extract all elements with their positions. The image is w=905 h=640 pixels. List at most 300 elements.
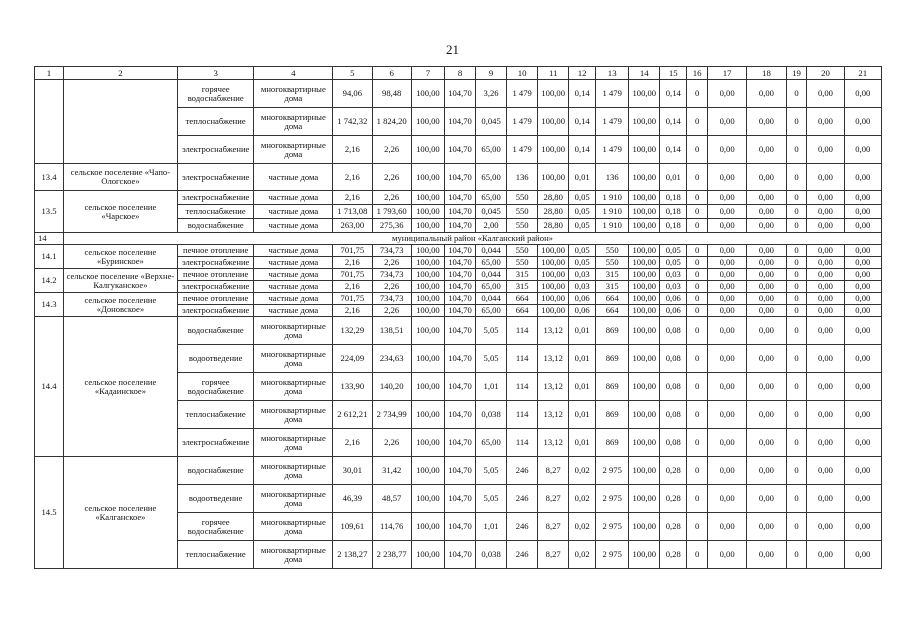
value-cell: 0 bbox=[786, 401, 807, 429]
value-cell: 0 bbox=[687, 108, 708, 136]
value-cell: 0,00 bbox=[707, 401, 746, 429]
value-cell: 0 bbox=[687, 136, 708, 164]
value-cell: 1 742,32 bbox=[333, 108, 372, 136]
column-number-cell: 9 bbox=[476, 67, 507, 80]
housing-type-cell: многоквартирные дома bbox=[254, 80, 333, 108]
value-cell: 0,00 bbox=[807, 457, 844, 485]
value-cell: 0,00 bbox=[844, 293, 881, 305]
value-cell: 275,36 bbox=[372, 219, 411, 233]
value-cell: 100,00 bbox=[411, 293, 444, 305]
value-cell: 2 734,99 bbox=[372, 401, 411, 429]
service-cell: печное отопление bbox=[177, 245, 254, 257]
value-cell: 0,00 bbox=[747, 373, 786, 401]
service-cell: теплоснабжение bbox=[177, 205, 254, 219]
service-cell: печное отопление bbox=[177, 269, 254, 281]
value-cell: 2 238,77 bbox=[372, 541, 411, 569]
value-cell: 0,00 bbox=[807, 305, 844, 317]
column-number-cell: 10 bbox=[507, 67, 538, 80]
item-number-cell: 13.4 bbox=[35, 164, 64, 191]
value-cell: 246 bbox=[507, 485, 538, 513]
housing-type-cell: многоквартирные дома bbox=[254, 401, 333, 429]
value-cell: 2,26 bbox=[372, 136, 411, 164]
value-cell: 100,00 bbox=[411, 345, 444, 373]
settlement-name-cell: сельское поселение «Буринское» bbox=[63, 245, 177, 269]
item-number-cell: 14.2 bbox=[35, 269, 64, 293]
value-cell: 0,00 bbox=[807, 401, 844, 429]
value-cell: 0 bbox=[786, 281, 807, 293]
value-cell: 0 bbox=[687, 80, 708, 108]
value-cell: 0,14 bbox=[569, 108, 596, 136]
value-cell: 550 bbox=[507, 245, 538, 257]
value-cell: 0,00 bbox=[844, 136, 881, 164]
value-cell: 100,00 bbox=[629, 345, 660, 373]
value-cell: 0,00 bbox=[807, 513, 844, 541]
value-cell: 0,00 bbox=[707, 293, 746, 305]
value-cell: 65,00 bbox=[476, 136, 507, 164]
value-cell: 0,00 bbox=[807, 245, 844, 257]
table-row bbox=[35, 191, 882, 205]
value-cell: 0,00 bbox=[707, 373, 746, 401]
value-cell: 104,70 bbox=[444, 429, 475, 457]
value-cell: 1,01 bbox=[476, 373, 507, 401]
value-cell: 0,00 bbox=[747, 317, 786, 345]
value-cell: 5,05 bbox=[476, 457, 507, 485]
value-cell: 0,00 bbox=[747, 485, 786, 513]
value-cell: 0,00 bbox=[747, 80, 786, 108]
value-cell: 104,70 bbox=[444, 281, 475, 293]
value-cell: 100,00 bbox=[411, 108, 444, 136]
value-cell: 100,00 bbox=[411, 485, 444, 513]
value-cell: 104,70 bbox=[444, 513, 475, 541]
value-cell: 2 975 bbox=[596, 513, 629, 541]
value-cell: 1 479 bbox=[596, 136, 629, 164]
value-cell: 0,00 bbox=[707, 485, 746, 513]
column-number-cell: 18 bbox=[747, 67, 786, 80]
service-cell: теплоснабжение bbox=[177, 541, 254, 569]
value-cell: 0,00 bbox=[844, 305, 881, 317]
item-number-cell: 14.3 bbox=[35, 293, 64, 317]
housing-type-cell: многоквартирные дома bbox=[254, 373, 333, 401]
value-cell: 100,00 bbox=[538, 293, 569, 305]
value-cell: 0,01 bbox=[569, 345, 596, 373]
service-cell: электроснабжение bbox=[177, 281, 254, 293]
value-cell: 100,00 bbox=[629, 164, 660, 191]
settlement-name-cell: сельское поселение «Чапо-Ологское» bbox=[63, 164, 177, 191]
value-cell: 2,26 bbox=[372, 257, 411, 269]
value-cell: 8,27 bbox=[538, 485, 569, 513]
value-cell: 869 bbox=[596, 317, 629, 345]
value-cell: 0,05 bbox=[660, 245, 687, 257]
value-cell: 0,00 bbox=[747, 401, 786, 429]
column-number-cell: 7 bbox=[411, 67, 444, 80]
housing-type-cell: частные дома bbox=[254, 245, 333, 257]
value-cell: 263,00 bbox=[333, 219, 372, 233]
value-cell: 1 479 bbox=[507, 108, 538, 136]
value-cell: 0 bbox=[687, 373, 708, 401]
value-cell: 132,29 bbox=[333, 317, 372, 345]
table-row bbox=[35, 245, 882, 257]
value-cell: 31,42 bbox=[372, 457, 411, 485]
value-cell: 0,00 bbox=[707, 245, 746, 257]
value-cell: 0,00 bbox=[807, 205, 844, 219]
value-cell: 0,28 bbox=[660, 457, 687, 485]
value-cell: 0,00 bbox=[707, 281, 746, 293]
value-cell: 2,16 bbox=[333, 191, 372, 205]
value-cell: 0 bbox=[687, 429, 708, 457]
value-cell: 100,00 bbox=[629, 108, 660, 136]
value-cell: 0,00 bbox=[807, 191, 844, 205]
value-cell: 2,16 bbox=[333, 429, 372, 457]
value-cell: 100,00 bbox=[411, 257, 444, 269]
value-cell: 100,00 bbox=[629, 317, 660, 345]
value-cell: 100,00 bbox=[629, 401, 660, 429]
value-cell: 0,00 bbox=[844, 373, 881, 401]
value-cell: 13,12 bbox=[538, 373, 569, 401]
value-cell: 2 975 bbox=[596, 457, 629, 485]
value-cell: 0 bbox=[687, 345, 708, 373]
value-cell: 0,00 bbox=[747, 293, 786, 305]
value-cell: 0,00 bbox=[844, 485, 881, 513]
value-cell: 0,00 bbox=[707, 457, 746, 485]
value-cell: 0,08 bbox=[660, 373, 687, 401]
value-cell: 0,044 bbox=[476, 245, 507, 257]
value-cell: 0,14 bbox=[660, 80, 687, 108]
table-row bbox=[35, 293, 882, 305]
value-cell: 869 bbox=[596, 401, 629, 429]
value-cell: 0,05 bbox=[569, 245, 596, 257]
value-cell: 0,00 bbox=[747, 136, 786, 164]
value-cell: 104,70 bbox=[444, 191, 475, 205]
value-cell: 0,00 bbox=[707, 305, 746, 317]
value-cell: 1 479 bbox=[507, 136, 538, 164]
column-number-cell: 1 bbox=[35, 67, 64, 80]
region-row bbox=[35, 233, 882, 245]
service-cell: печное отопление bbox=[177, 293, 254, 305]
value-cell: 0 bbox=[687, 164, 708, 191]
value-cell: 100,00 bbox=[629, 257, 660, 269]
value-cell: 114 bbox=[507, 373, 538, 401]
value-cell: 0 bbox=[786, 305, 807, 317]
value-cell: 0,00 bbox=[707, 191, 746, 205]
value-cell: 1 479 bbox=[596, 108, 629, 136]
value-cell: 0 bbox=[786, 108, 807, 136]
value-cell: 2,16 bbox=[333, 305, 372, 317]
housing-type-cell: частные дома bbox=[254, 281, 333, 293]
value-cell: 65,00 bbox=[476, 164, 507, 191]
value-cell: 0,02 bbox=[569, 485, 596, 513]
value-cell: 0,00 bbox=[707, 345, 746, 373]
value-cell: 13,12 bbox=[538, 317, 569, 345]
housing-type-cell: многоквартирные дома bbox=[254, 541, 333, 569]
value-cell: 0,00 bbox=[844, 164, 881, 191]
value-cell: 0 bbox=[687, 317, 708, 345]
value-cell: 104,70 bbox=[444, 373, 475, 401]
value-cell: 0,00 bbox=[747, 305, 786, 317]
service-cell: электроснабжение bbox=[177, 257, 254, 269]
value-cell: 0,00 bbox=[844, 108, 881, 136]
housing-type-cell: частные дома bbox=[254, 305, 333, 317]
value-cell: 104,70 bbox=[444, 245, 475, 257]
value-cell: 0,03 bbox=[660, 269, 687, 281]
value-cell: 8,27 bbox=[538, 541, 569, 569]
value-cell: 0,00 bbox=[707, 108, 746, 136]
value-cell: 104,70 bbox=[444, 257, 475, 269]
value-cell: 734,73 bbox=[372, 293, 411, 305]
value-cell: 100,00 bbox=[411, 205, 444, 219]
value-cell: 0 bbox=[786, 293, 807, 305]
value-cell: 0,00 bbox=[807, 269, 844, 281]
column-number-cell: 13 bbox=[596, 67, 629, 80]
value-cell: 65,00 bbox=[476, 305, 507, 317]
column-number-cell: 17 bbox=[707, 67, 746, 80]
value-cell: 100,00 bbox=[538, 269, 569, 281]
value-cell: 0,00 bbox=[747, 257, 786, 269]
value-cell: 100,00 bbox=[629, 485, 660, 513]
value-cell: 0,00 bbox=[844, 191, 881, 205]
value-cell: 0,00 bbox=[747, 108, 786, 136]
value-cell: 100,00 bbox=[629, 219, 660, 233]
value-cell: 0,00 bbox=[747, 281, 786, 293]
value-cell: 0,00 bbox=[844, 541, 881, 569]
tariff-table bbox=[34, 66, 882, 569]
housing-type-cell: многоквартирные дома bbox=[254, 513, 333, 541]
settlement-name-cell: сельское поселение «Калганское» bbox=[63, 457, 177, 569]
housing-type-cell: частные дома bbox=[254, 219, 333, 233]
value-cell: 0,00 bbox=[707, 269, 746, 281]
service-cell: водоотведение bbox=[177, 345, 254, 373]
table-row bbox=[35, 80, 882, 108]
table-body bbox=[35, 67, 882, 569]
value-cell: 0 bbox=[786, 219, 807, 233]
settlement-name-cell bbox=[63, 80, 177, 164]
value-cell: 0,00 bbox=[844, 269, 881, 281]
value-cell: 0,02 bbox=[569, 541, 596, 569]
value-cell: 0,00 bbox=[747, 205, 786, 219]
value-cell: 246 bbox=[507, 457, 538, 485]
column-number-cell: 20 bbox=[807, 67, 844, 80]
housing-type-cell: многоквартирные дома bbox=[254, 429, 333, 457]
value-cell: 13,12 bbox=[538, 345, 569, 373]
value-cell: 5,05 bbox=[476, 345, 507, 373]
value-cell: 0 bbox=[786, 345, 807, 373]
value-cell: 1 713,08 bbox=[333, 205, 372, 219]
value-cell: 0 bbox=[687, 457, 708, 485]
housing-type-cell: многоквартирные дома bbox=[254, 317, 333, 345]
value-cell: 0,00 bbox=[844, 281, 881, 293]
value-cell: 13,12 bbox=[538, 429, 569, 457]
value-cell: 2,16 bbox=[333, 136, 372, 164]
value-cell: 0,00 bbox=[707, 257, 746, 269]
value-cell: 0,00 bbox=[707, 317, 746, 345]
table-row bbox=[35, 164, 882, 191]
value-cell: 104,70 bbox=[444, 108, 475, 136]
housing-type-cell: частные дома bbox=[254, 257, 333, 269]
value-cell: 1 479 bbox=[507, 80, 538, 108]
value-cell: 1 910 bbox=[596, 219, 629, 233]
value-cell: 100,00 bbox=[629, 136, 660, 164]
value-cell: 0 bbox=[786, 457, 807, 485]
value-cell: 0,00 bbox=[807, 164, 844, 191]
value-cell: 315 bbox=[596, 269, 629, 281]
column-number-row bbox=[35, 67, 882, 80]
value-cell: 100,00 bbox=[411, 401, 444, 429]
value-cell: 0,038 bbox=[476, 541, 507, 569]
service-cell: электроснабжение bbox=[177, 305, 254, 317]
value-cell: 2,26 bbox=[372, 191, 411, 205]
value-cell: 100,00 bbox=[538, 108, 569, 136]
value-cell: 114 bbox=[507, 317, 538, 345]
value-cell: 0 bbox=[687, 485, 708, 513]
service-cell: горячее водоснабжение bbox=[177, 513, 254, 541]
value-cell: 224,09 bbox=[333, 345, 372, 373]
value-cell: 0,00 bbox=[807, 485, 844, 513]
value-cell: 0,06 bbox=[569, 293, 596, 305]
settlement-name-cell: сельское поселение «Кадаинское» bbox=[63, 317, 177, 457]
value-cell: 0,00 bbox=[844, 80, 881, 108]
value-cell: 1 479 bbox=[596, 80, 629, 108]
service-cell: горячее водоснабжение bbox=[177, 80, 254, 108]
value-cell: 664 bbox=[507, 305, 538, 317]
service-cell: электроснабжение bbox=[177, 136, 254, 164]
value-cell: 8,27 bbox=[538, 457, 569, 485]
value-cell: 734,73 bbox=[372, 245, 411, 257]
value-cell: 104,70 bbox=[444, 457, 475, 485]
value-cell: 100,00 bbox=[629, 281, 660, 293]
value-cell: 100,00 bbox=[629, 269, 660, 281]
value-cell: 0,00 bbox=[807, 281, 844, 293]
value-cell: 0 bbox=[786, 80, 807, 108]
column-number-cell: 14 bbox=[629, 67, 660, 80]
settlement-name-cell: сельское поселение «Чарское» bbox=[63, 191, 177, 233]
value-cell: 94,06 bbox=[333, 80, 372, 108]
value-cell: 100,00 bbox=[538, 305, 569, 317]
value-cell: 2,26 bbox=[372, 281, 411, 293]
column-number-cell: 21 bbox=[844, 67, 881, 80]
service-cell: водоотведение bbox=[177, 485, 254, 513]
value-cell: 0 bbox=[786, 485, 807, 513]
value-cell: 28,80 bbox=[538, 219, 569, 233]
value-cell: 701,75 bbox=[333, 245, 372, 257]
settlement-name-cell: сельское поселение «Доновское» bbox=[63, 293, 177, 317]
value-cell: 65,00 bbox=[476, 191, 507, 205]
value-cell: 1,01 bbox=[476, 513, 507, 541]
value-cell: 28,80 bbox=[538, 191, 569, 205]
table-row bbox=[35, 269, 882, 281]
value-cell: 0,03 bbox=[569, 281, 596, 293]
value-cell: 2,26 bbox=[372, 429, 411, 457]
housing-type-cell: частные дома bbox=[254, 164, 333, 191]
value-cell: 0,00 bbox=[844, 257, 881, 269]
value-cell: 0,00 bbox=[807, 345, 844, 373]
page-number: 21 bbox=[446, 42, 459, 57]
value-cell: 100,00 bbox=[538, 80, 569, 108]
value-cell: 100,00 bbox=[411, 136, 444, 164]
value-cell: 0,05 bbox=[569, 191, 596, 205]
value-cell: 1 793,60 bbox=[372, 205, 411, 219]
value-cell: 1 910 bbox=[596, 205, 629, 219]
value-cell: 0,08 bbox=[660, 429, 687, 457]
value-cell: 0,08 bbox=[660, 317, 687, 345]
column-number-cell: 2 bbox=[63, 67, 177, 80]
value-cell: 0,00 bbox=[807, 373, 844, 401]
value-cell: 0,02 bbox=[569, 457, 596, 485]
value-cell: 0,00 bbox=[747, 541, 786, 569]
value-cell: 0 bbox=[786, 541, 807, 569]
value-cell: 0,05 bbox=[569, 205, 596, 219]
value-cell: 0,00 bbox=[707, 429, 746, 457]
value-cell: 104,70 bbox=[444, 136, 475, 164]
value-cell: 2,16 bbox=[333, 164, 372, 191]
value-cell: 100,00 bbox=[411, 513, 444, 541]
value-cell: 0 bbox=[687, 219, 708, 233]
value-cell: 0 bbox=[786, 245, 807, 257]
value-cell: 0,00 bbox=[747, 219, 786, 233]
value-cell: 734,73 bbox=[372, 269, 411, 281]
value-cell: 0,038 bbox=[476, 401, 507, 429]
value-cell: 104,70 bbox=[444, 269, 475, 281]
value-cell: 0 bbox=[786, 429, 807, 457]
value-cell: 0,00 bbox=[807, 317, 844, 345]
value-cell: 0,044 bbox=[476, 269, 507, 281]
value-cell: 0 bbox=[687, 205, 708, 219]
value-cell: 0,08 bbox=[660, 345, 687, 373]
item-number-cell: 13.5 bbox=[35, 191, 64, 233]
housing-type-cell: частные дома bbox=[254, 293, 333, 305]
value-cell: 0,28 bbox=[660, 485, 687, 513]
value-cell: 0,045 bbox=[476, 205, 507, 219]
value-cell: 100,00 bbox=[538, 257, 569, 269]
value-cell: 0,01 bbox=[569, 164, 596, 191]
value-cell: 100,00 bbox=[629, 245, 660, 257]
value-cell: 0,08 bbox=[660, 401, 687, 429]
value-cell: 65,00 bbox=[476, 257, 507, 269]
service-cell: водоснабжение bbox=[177, 219, 254, 233]
service-cell: электроснабжение bbox=[177, 164, 254, 191]
value-cell: 0 bbox=[687, 401, 708, 429]
column-number-cell: 12 bbox=[569, 67, 596, 80]
value-cell: 104,70 bbox=[444, 541, 475, 569]
value-cell: 0,00 bbox=[747, 245, 786, 257]
value-cell: 869 bbox=[596, 373, 629, 401]
value-cell: 0,00 bbox=[707, 136, 746, 164]
value-cell: 0,00 bbox=[707, 513, 746, 541]
value-cell: 46,39 bbox=[333, 485, 372, 513]
value-cell: 0 bbox=[786, 191, 807, 205]
value-cell: 104,70 bbox=[444, 485, 475, 513]
value-cell: 0 bbox=[687, 541, 708, 569]
settlement-name-cell: сельское поселение «Верхне-Калгуканское» bbox=[63, 269, 177, 293]
value-cell: 0,14 bbox=[569, 80, 596, 108]
service-cell: теплоснабжение bbox=[177, 401, 254, 429]
value-cell: 0 bbox=[786, 269, 807, 281]
value-cell: 0,00 bbox=[844, 205, 881, 219]
service-cell: электроснабжение bbox=[177, 429, 254, 457]
value-cell: 100,00 bbox=[538, 136, 569, 164]
value-cell: 0,00 bbox=[747, 429, 786, 457]
value-cell: 2,26 bbox=[372, 305, 411, 317]
value-cell: 550 bbox=[596, 245, 629, 257]
value-cell: 100,00 bbox=[411, 245, 444, 257]
service-cell: теплоснабжение bbox=[177, 108, 254, 136]
value-cell: 0,00 bbox=[844, 457, 881, 485]
value-cell: 1 824,20 bbox=[372, 108, 411, 136]
item-number-cell: 14.4 bbox=[35, 317, 64, 457]
value-cell: 0,00 bbox=[807, 136, 844, 164]
value-cell: 550 bbox=[596, 257, 629, 269]
value-cell: 0,00 bbox=[844, 245, 881, 257]
housing-type-cell: многоквартирные дома bbox=[254, 485, 333, 513]
value-cell: 114 bbox=[507, 345, 538, 373]
